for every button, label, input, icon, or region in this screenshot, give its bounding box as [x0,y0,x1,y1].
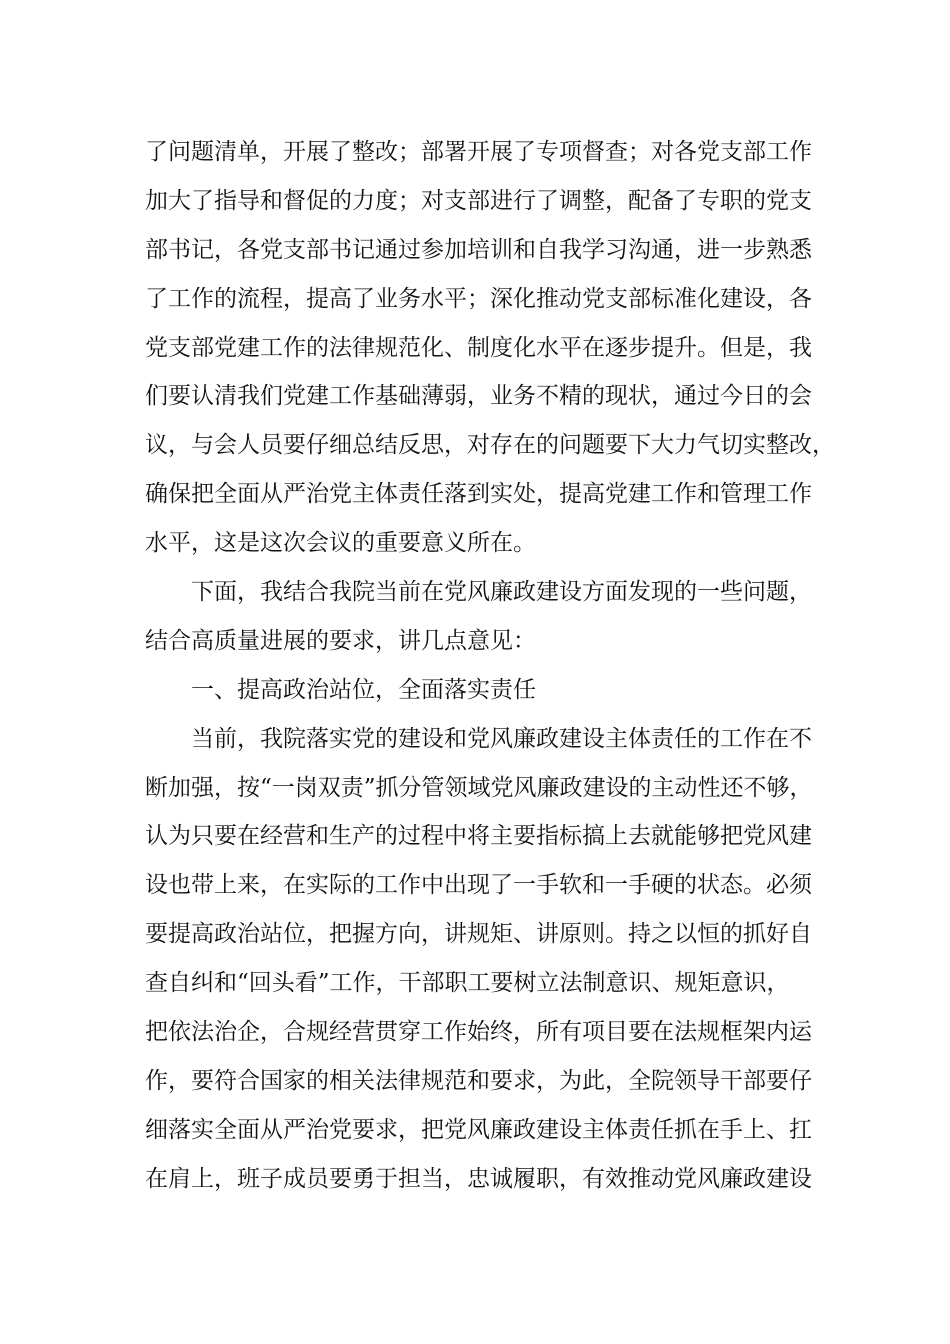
text-line: 们要认清我们党建工作基础薄弱，业务不精的现状，通过今日的会 [145,383,812,410]
text-line: 在肩上，班子成员要勇于担当，忠诚履职，有效推动党风廉政建设 [145,1165,812,1192]
text-line: 作，要符合国家的相关法律规范和要求，为此，全院领导干部要仔 [145,1067,812,1094]
text-line: 加大了指导和督促的力度；对支部进行了调整，配备了专职的党支 [145,187,812,214]
text-line: 细落实全面从严治党要求，把党风廉政建设主体责任抓在手上、扛 [145,1116,812,1143]
text-line: 结合高质量进展的要求，讲几点意见： [145,627,536,654]
text-line: 了问题清单，开展了整改；部署开展了专项督查；对各党支部工作 [145,139,812,165]
text-line: 了工作的流程，提高了业务水平；深化推动党支部标准化建设，各 [145,285,812,312]
text-line: 查自纠和“回头看”工作，干部职工要树立法制意识、规矩意识， [145,970,790,997]
text-line: 要提高政治站位，把握方向，讲规矩、讲原则。持之以恒的抓好自 [145,921,812,948]
paragraph-start-line: 当前，我院落实党的建设和党风廉政建设主体责任的工作在不 [191,725,812,752]
paragraph-start-line: 下面，我结合我院当前在党风廉政建设方面发现的一些问题， [191,579,812,606]
text-line: 认为只要在经营和生产的过程中将主要指标搞上去就能够把党风建 [145,823,812,850]
text-line: 部书记，各党支部书记通过参加培训和自我学习沟通，进一步熟悉 [145,236,812,263]
section-heading: 一、提高政治站位，全面落实责任 [191,676,536,703]
text-line: 党支部党建工作的法律规范化、制度化水平在逐步提升。但是，我 [145,334,812,361]
text-line: 设也带上来，在实际的工作中出现了一手软和一手硬的状态。必须 [145,872,812,899]
text-line: 水平，这是这次会议的重要意义所在。 [145,530,536,557]
body-text [145,128,835,1204]
text-line: 断加强，按“一岗双责”抓分管领域党风廉政建设的主动性还不够， [145,774,813,801]
text-line: 议，与会人员要仔细总结反思，对存在的问题要下大力气切实整改， [145,432,835,459]
text-line: 把依法治企，合规经营贯穿工作始终，所有项目要在法规框架内运 [145,1019,812,1046]
text-line: 确保把全面从严治党主体责任落到实处，提高党建工作和管理工作 [145,481,812,508]
